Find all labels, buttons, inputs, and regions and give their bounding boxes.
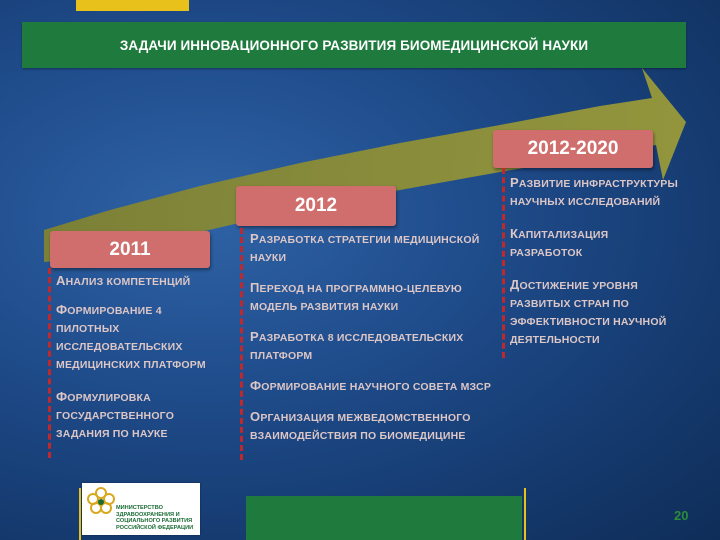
task-item: ПЕРЕХОД НА ПРОГРАММНО-ЦЕЛЕВУЮ МОДЕЛЬ РАЗВИТИЯ НАУКИ: [250, 280, 462, 313]
task-item: АНАЛИЗ КОМПЕТЕНЦИЙ: [56, 273, 191, 288]
task-item: РАЗРАБОТКА СТРАТЕГИИ МЕДИЦИНСКОЙ НАУКИ: [250, 231, 480, 264]
task-item: ФОРМИРОВАНИЕ 4 ПИЛОТНЫХ ИССЛЕДОВАТЕЛЬСКИХ МЕДИЦИНСКИХ ПЛАТФОРМ: [56, 302, 206, 371]
tasks-2012-2020: [510, 174, 680, 363]
slide-title: ЗАДАЧИ ИННОВАЦИОННОГО РАЗВИТИЯ БИОМЕДИЦИНСКОЙ НАУКИ: [119, 37, 589, 53]
task-item: ФОРМУЛИРОВКА ГОСУДАРСТВЕННОГО ЗАДАНИЯ ПО НАУКЕ: [56, 389, 175, 440]
tasks-2011: [56, 272, 226, 457]
task-item: КАПИТАЛИЗАЦИЯ РАЗРАБОТОК: [510, 226, 609, 259]
year-badge-2012: 2012: [236, 186, 396, 226]
tasks-2012: [250, 230, 500, 457]
page-number: 20: [674, 508, 689, 523]
year-badge-2011: 2011: [50, 231, 210, 268]
timeline-connector-2012-2020: [502, 168, 505, 358]
ministry-emblem-icon: [84, 485, 118, 521]
task-item: ОРГАНИЗАЦИЯ МЕЖВЕДОМСТВЕННОГО ВЗАИМОДЕЙСТВИЯ ПО БИОМЕДИЦИНЕ: [250, 409, 471, 442]
footer-divider: [524, 488, 526, 540]
task-item: РАЗРАБОТКА 8 ИССЛЕДОВАТЕЛЬСКИХ ПЛАТФОРМ: [250, 329, 464, 362]
footer-green-bar: [246, 496, 522, 540]
task-item: ФОРМИРОВАНИЕ НАУЧНОГО СОВЕТА МЗСР: [250, 378, 492, 393]
task-item: РАЗВИТИЕ ИНФРАСТРУКТУРЫ НАУЧНЫХ ИССЛЕДОВАНИЙ: [510, 175, 678, 208]
timeline-connector-2011: [48, 268, 51, 458]
task-item: ДОСТИЖЕНИЕ УРОВНЯ РАЗВИТЫХ СТРАН ПО ЭФФЕКТИВНОСТИ НАУЧНОЙ ДЕЯТЕЛЬНОСТИ: [510, 277, 667, 346]
ministry-name: МИНИСТЕРСТВО ЗДРАВООХРАНЕНИЯ И СОЦИАЛЬНОГО РАЗВИТИЯ РОССИЙСКОЙ ФЕДЕРАЦИИ: [116, 505, 194, 531]
timeline-connector-2012: [240, 228, 243, 460]
footer-divider: [79, 488, 81, 540]
ministry-logo: [82, 483, 200, 535]
year-badge-2012-2020: 2012-2020: [493, 130, 653, 168]
